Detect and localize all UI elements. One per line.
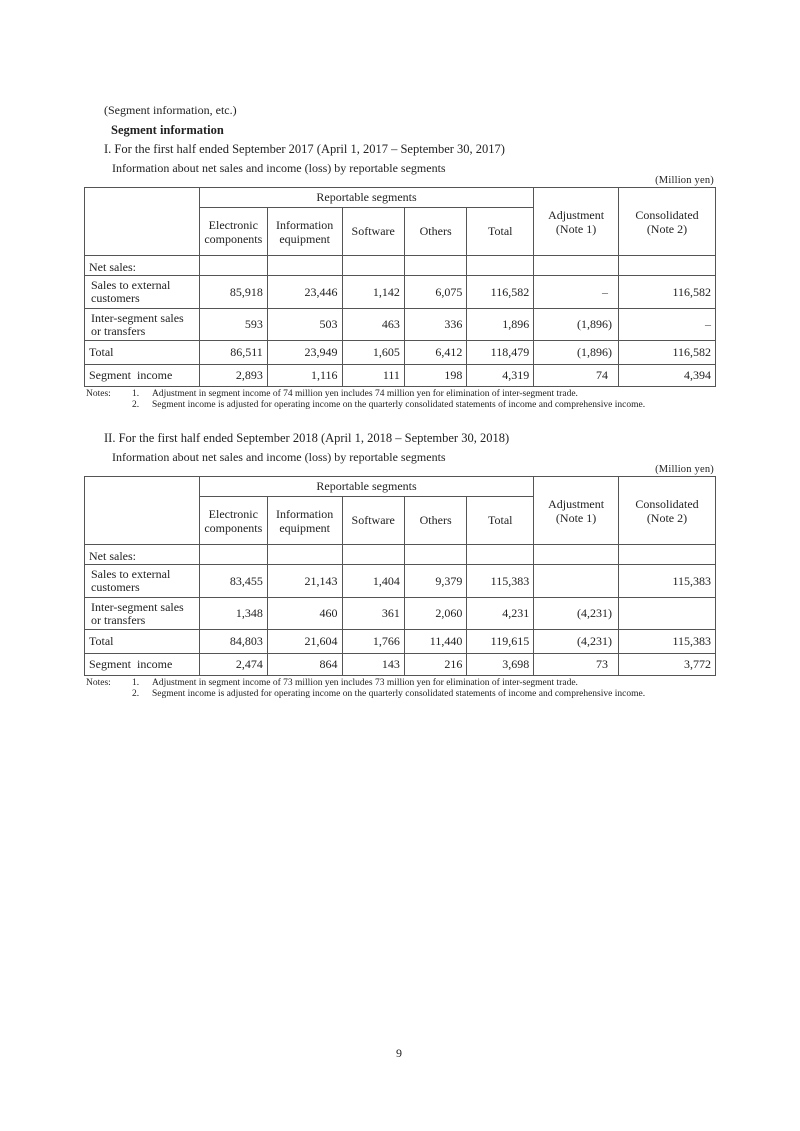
col-header-consolidated: Consolidated (Note 2) xyxy=(618,188,715,256)
section-2-unit-label: (Million yen) xyxy=(655,464,714,475)
table-row-total: Total 84,803 21,604 1,766 11,440 119,615 (4,231) 115,383 xyxy=(85,630,716,654)
table-row: Sales to external customers 83,455 21,143 1,404 9,379 115,383 115,383 xyxy=(85,565,716,598)
col-header-others: Others xyxy=(404,208,466,256)
table-row-segment-income: Segment income 2,474 864 143 216 3,698 73 3,772 xyxy=(85,654,716,676)
reportable-segments-header: Reportable segments xyxy=(199,477,533,497)
col-header-information-equipment: Information equipment xyxy=(267,208,342,256)
col-header-software: Software xyxy=(342,208,404,256)
table-row: Sales to external customers 85,918 23,446 1,142 6,075 116,582 – 116,582 xyxy=(85,276,716,309)
col-header-electronic-components: Electronic components xyxy=(199,497,267,545)
table-row-segment-income: Segment income 2,893 1,116 111 198 4,319 74 4,394 xyxy=(85,365,716,387)
col-header-adjustment: Adjustment (Note 1) xyxy=(534,188,619,256)
col-header-adjustment: Adjustment (Note 1) xyxy=(534,477,619,545)
section-1-unit-label: (Million yen) xyxy=(655,175,714,186)
section-2-title: II. For the first half ended September 2018 (April 1, 2018 – September 30, 2018) xyxy=(104,431,510,445)
section-1-subtitle: Information about net sales and income (loss) by reportable segments xyxy=(112,161,446,175)
header-blank-cell xyxy=(85,188,200,256)
segment-table-2018 xyxy=(84,476,716,676)
net-sales-label: Net sales: xyxy=(85,545,200,565)
col-header-electronic-components: Electronic components xyxy=(199,208,267,256)
section-1-title: I. For the first half ended September 2017 (April 1, 2017 – September 30, 2017) xyxy=(104,142,505,156)
col-header-information-equipment: Information equipment xyxy=(267,497,342,545)
segment-table-2017 xyxy=(84,187,716,387)
net-sales-label: Net sales: xyxy=(85,256,200,276)
table-row-total: Total 86,511 23,949 1,605 6,412 118,479 (1,896) 116,582 xyxy=(85,341,716,365)
col-header-others: Others xyxy=(404,497,466,545)
section-2-subtitle: Information about net sales and income (loss) by reportable segments xyxy=(112,450,446,464)
table-row: Inter-segment sales or transfers 593 503 463 336 1,896 (1,896) – xyxy=(85,309,716,341)
reportable-segments-header: Reportable segments xyxy=(199,188,533,208)
header-blank-cell xyxy=(85,477,200,545)
table-row: Inter-segment sales or transfers 1,348 460 361 2,060 4,231 (4,231) xyxy=(85,598,716,630)
col-header-total: Total xyxy=(467,208,534,256)
section-1-notes: Notes: 1. Adjustment in segment income of 74 million yen includes 74 million yen for elimination of inter-segment trade. 2. Segment income is adjusted for operating income on the quarterly consolidated statements of income and comprehensive income. xyxy=(86,389,646,410)
section-2-notes: Notes: 1. Adjustment in segment income of 73 million yen includes 73 million yen for elimination of inter-segment trade. 2. Segment income is adjusted for operating income on the quarterly consolidated statements of income and comprehensive income. xyxy=(86,678,646,699)
col-header-consolidated: Consolidated (Note 2) xyxy=(618,477,715,545)
page-number: 9 xyxy=(396,1046,402,1060)
col-header-software: Software xyxy=(342,497,404,545)
page-title: Segment information xyxy=(111,123,224,137)
col-header-total: Total xyxy=(467,497,534,545)
section-heading-parenthetical: (Segment information, etc.) xyxy=(104,103,237,117)
